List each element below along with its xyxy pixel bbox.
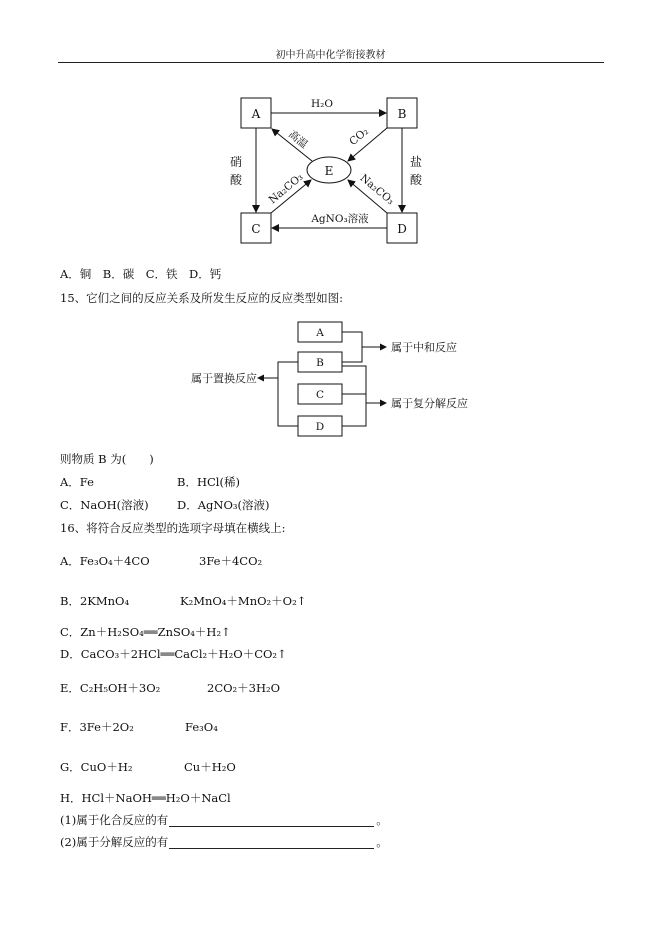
q16-eq-e-left: E．C₂H₅OH＋3O₂ xyxy=(60,681,161,695)
type-box-b-label: B xyxy=(316,357,324,369)
type-box-d-label: D xyxy=(315,421,325,433)
q16-eq-a-right: 3Fe＋4CO₂ xyxy=(199,554,263,568)
q15-question: 则物质 B 为( ) xyxy=(60,452,154,466)
node-d-label: D xyxy=(397,222,407,236)
q16-eq-b-left: B．2KMnO₄ xyxy=(60,594,130,608)
q16-blank-1-end: 。 xyxy=(376,813,388,827)
q16-eq-g-right: Cu＋H₂O xyxy=(184,760,236,774)
node-e-label: E xyxy=(324,164,334,178)
node-c-label: C xyxy=(251,222,261,236)
label-hcl-2: 酸 xyxy=(409,173,423,187)
q16-blank-2-row xyxy=(60,835,388,849)
label-nitric-2: 酸 xyxy=(229,173,243,187)
label-na2co3-left: Na₂CO₃ xyxy=(266,171,306,207)
label-double-decomposition: 属于复分解反应 xyxy=(391,397,468,410)
label-hcl-1: 盐 xyxy=(409,155,423,169)
label-nitric-1: 硝 xyxy=(229,155,243,169)
label-na2co3-right: Na₂CO₃ xyxy=(357,172,397,208)
type-box-c-label: C xyxy=(315,389,325,401)
q16-blank-1[interactable] xyxy=(169,815,374,827)
q16-eq-f-right: Fe₃O₄ xyxy=(185,720,218,734)
q16-eq-g-left: G．CuO＋H₂ xyxy=(60,760,133,774)
q16-eq-d: D．CaCO₃＋2HCl══CaCl₂＋H₂O＋CO₂↑ xyxy=(60,647,287,661)
q15-stem: 15、它们之间的反应关系及所发生反应的反应类型如图: xyxy=(60,291,344,305)
page-header: 初中升高中化学衔接教材 xyxy=(275,50,386,61)
q15-option-a: A．Fe xyxy=(60,475,94,489)
q16-eq-f-left: F．3Fe＋2O₂ xyxy=(60,720,134,734)
q16-eq-c: C．Zn＋H₂SO₄══ZnSO₄＋H₂↑ xyxy=(60,625,231,639)
label-h2o: H₂O xyxy=(311,98,333,110)
node-b-label: B xyxy=(397,107,407,121)
label-high-temp: 高温 xyxy=(285,128,310,151)
q16-stem: 16、将符合反应类型的选项字母填在横线上: xyxy=(60,521,286,535)
q16-eq-a-left: A．Fe₃O₄＋4CO xyxy=(60,554,150,568)
type-box-a-label: A xyxy=(316,327,324,339)
q16-eq-b-right: K₂MnO₄＋MnO₂＋O₂↑ xyxy=(180,594,307,608)
q16-blank-2-label: (2)属于分解反应的有 xyxy=(60,835,169,849)
label-substitution: 属于置换反应 xyxy=(191,372,257,385)
q16-eq-e-right: 2CO₂＋3H₂O xyxy=(207,681,281,695)
node-a-label: A xyxy=(251,107,261,121)
q16-blank-2-end: 。 xyxy=(376,835,388,849)
q15-option-d: D．AgNO₃(溶液) xyxy=(177,498,270,512)
bracket-right-bottom xyxy=(342,366,366,426)
bracket-left xyxy=(278,362,298,426)
bracket-right-top xyxy=(342,332,362,362)
q16-blank-1-row xyxy=(60,813,388,827)
q14-options: A．铜 B．碳 C．铁 D．钙 xyxy=(60,267,222,281)
q16-blank-1-label: (1)属于化合反应的有 xyxy=(60,813,169,827)
label-agno3: AgNO₃溶液 xyxy=(311,213,369,225)
q16-eq-h: H．HCl＋NaOH══H₂O＋NaCl xyxy=(60,791,231,805)
q16-blank-2[interactable] xyxy=(169,837,374,849)
q15-option-b: B．HCl(稀) xyxy=(177,475,240,489)
label-neutralization: 属于中和反应 xyxy=(391,341,457,354)
q15-option-c: C．NaOH(溶液) xyxy=(60,498,149,512)
label-co2: CO₂ xyxy=(347,125,371,149)
